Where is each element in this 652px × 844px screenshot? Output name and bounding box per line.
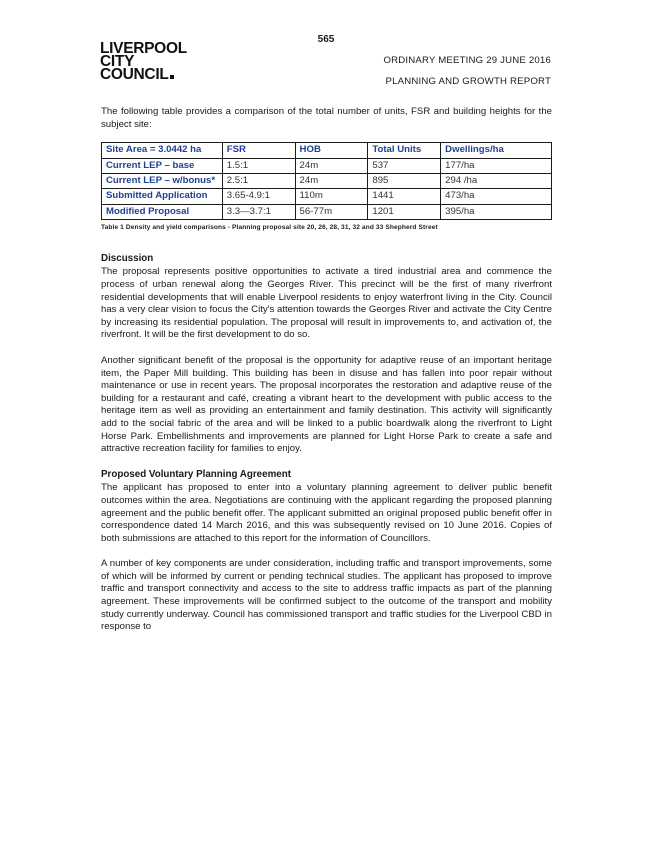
page-number: 565 xyxy=(317,34,335,45)
total-units-cell: 537 xyxy=(368,158,441,173)
intro-paragraph: The following table provides a comparison of the total number of units, FSR and building heights for the subject site: xyxy=(101,106,552,130)
dwellings-cell: 177/ha xyxy=(441,158,552,173)
discussion-paragraph-2: Another significant benefit of the proposal is the opportunity for adaptive reuse of an important heritage item, the Paper Mill building. This building has been in disuse and has fallen into poor repair without maintenance or use in recent years. The proposal incorporates the restoration and adaptive reuse of the building for a restaurant and café, creating a vibrant heart to the development with public access to the heritage item as well as providing an entertainment and family destination. This activity will significantly add to the social fabric of the area and will be linked to a public boardwalk along the riverfront to Light Horse Park. Embellishments and improvements are planned for Light Horse Park to create a safe and attractive recreation facility for families to enjoy. xyxy=(101,354,552,455)
column-header: Total Units xyxy=(368,143,441,158)
column-header: FSR xyxy=(222,143,295,158)
total-units-cell: 1201 xyxy=(368,204,441,219)
discussion-paragraph-1: The proposal represents positive opportunities to activate a tired industrial area and commence the process of urban renewal along the Georges River. This precinct will be the first of many riverfront residential developments that will enable Liverpool residents to enjoy waterfront living in the City. Council has a very clear vision to focus the City's attention towards the Georges River and activate the City Centre by increasing its residential population. The proposal will result in improvements to, and activation of, the riverfront. It will be the first development to do so. xyxy=(101,266,552,341)
logo-line-2: CITY xyxy=(100,53,135,70)
agreement-paragraph-2: A number of key components are under consideration, including traffic and transport improvements, some of which will be informed by current or pending technical studies. The applicant has proposed to improve traffic and transport connectivity and access to the site to address traffic impacts as part of the planning agreement. These improvements will be confirmed subject to the outcome of the transport and mobility study currently underway. Council has commissioned transport and traffic studies for the Liverpool CBD in response to xyxy=(101,558,552,633)
logo-dot-icon xyxy=(170,75,174,79)
column-header: Site Area = 3.0442 ha xyxy=(102,143,223,158)
total-units-cell: 1441 xyxy=(368,189,441,204)
table-row xyxy=(102,174,552,189)
hob-cell: 24m xyxy=(295,158,368,173)
fsr-cell: 1.5:1 xyxy=(222,158,295,173)
row-label: Current LEP – base xyxy=(102,158,223,173)
density-comparison-table xyxy=(101,142,552,220)
agreement-paragraph-1: The applicant has proposed to enter into a voluntary planning agreement to deliver public benefit outcomes within the area. Negotiations are continuing with the applicant regarding the proposed planning agreement and the public benefit offer. The applicant submitted an original proposed public benefit offer in correspondence dated 14 March 2016, and this was subsequently revised on 10 June 2016. Copies of both submissions are attached to this report for the information of Councillors. xyxy=(101,482,552,544)
table-row xyxy=(102,158,552,173)
logo-line-3: COUNCIL xyxy=(100,66,169,83)
hob-cell: 110m xyxy=(295,189,368,204)
fsr-cell: 3.65-4.9:1 xyxy=(222,189,295,204)
table-row xyxy=(102,189,552,204)
column-header: HOB xyxy=(295,143,368,158)
column-header: Dwellings/ha xyxy=(441,143,552,158)
table-caption: Table 1 Density and yield comparisons - Planning proposal site 20, 26, 28, 31, 32 and 33 Shepherd Street xyxy=(101,224,438,232)
dwellings-cell: 473/ha xyxy=(441,189,552,204)
fsr-cell: 2.5:1 xyxy=(222,174,295,189)
fsr-cell: 3.3—3.7:1 xyxy=(222,204,295,219)
liverpool-city-council-logo xyxy=(100,42,187,81)
total-units-cell: 895 xyxy=(368,174,441,189)
row-label: Modified Proposal xyxy=(102,204,223,219)
report-title: PLANNING AND GROWTH REPORT xyxy=(385,76,551,87)
table-row xyxy=(102,204,552,219)
row-label: Current LEP – w/bonus* xyxy=(102,174,223,189)
dwellings-cell: 395/ha xyxy=(441,204,552,219)
table-header-row xyxy=(102,143,552,158)
section-heading-discussion: Discussion xyxy=(101,252,154,264)
logo-line-1: LIVERPOOL xyxy=(100,40,187,57)
row-label: Submitted Application xyxy=(102,189,223,204)
section-heading-planning-agreement: Proposed Voluntary Planning Agreement xyxy=(101,468,291,480)
hob-cell: 24m xyxy=(295,174,368,189)
dwellings-cell: 294 /ha xyxy=(441,174,552,189)
hob-cell: 56-77m xyxy=(295,204,368,219)
page-content xyxy=(101,106,552,647)
meeting-title: ORDINARY MEETING 29 JUNE 2016 xyxy=(383,55,551,66)
